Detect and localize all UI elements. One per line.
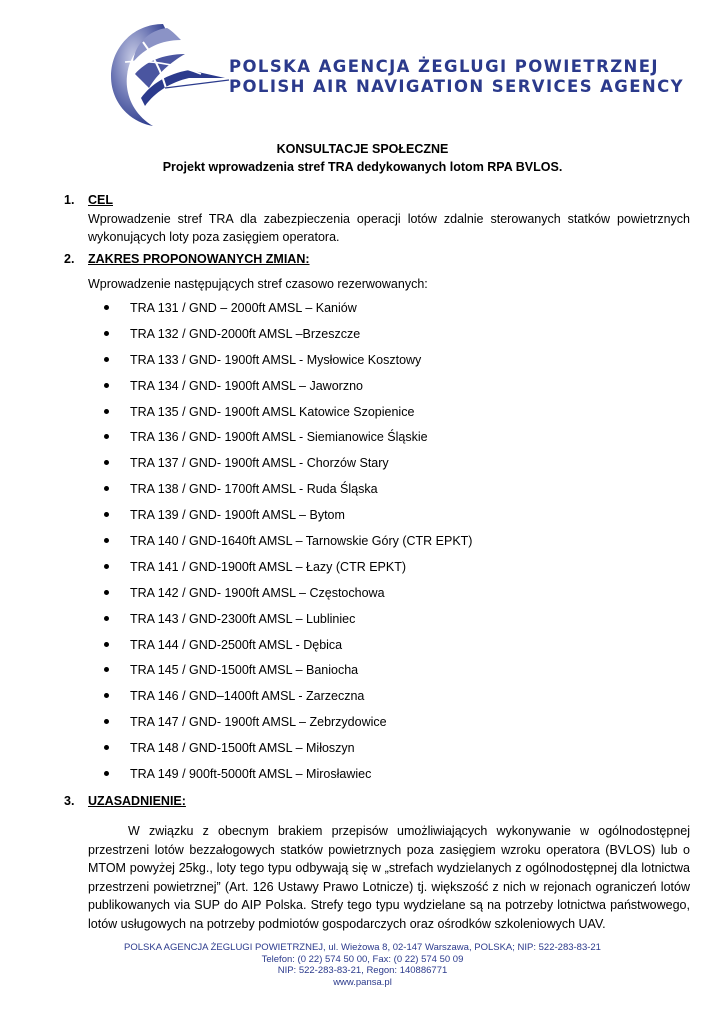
list-item <box>90 532 610 558</box>
section-heading: UZASADNIENIE: <box>88 794 186 808</box>
list-item-text: TRA 142 / GND- 1900ft AMSL – Częstochowa <box>130 585 385 600</box>
bullet-icon <box>104 383 109 388</box>
list-item-text: TRA 132 / GND-2000ft AMSL –Brzeszcze <box>130 326 361 341</box>
bullet-icon <box>104 305 109 310</box>
list-item <box>90 636 610 662</box>
list-item <box>90 687 610 713</box>
list-item <box>90 506 610 532</box>
bullet-icon <box>104 590 109 595</box>
bullet-icon <box>104 434 109 439</box>
list-item <box>90 351 610 377</box>
list-item <box>90 713 610 739</box>
list-item-text: TRA 141 / GND-1900ft AMSL – Łazy (CTR EPKT) <box>130 559 407 574</box>
list-item <box>90 661 610 687</box>
bullet-icon <box>104 719 109 724</box>
bullet-icon <box>104 745 109 750</box>
footer-address: POLSKA AGENCJA ŻEGLUGI POWIETRZNEJ, ul. Wieżowa 8, 02-147 Warszawa, POLSKA; NIP: 522-283-83-21 <box>124 942 601 953</box>
list-item-text: TRA 146 / GND–1400ft AMSL - Zarzeczna <box>130 689 365 704</box>
title-line-2: Projekt wprowadzenia stref TRA dedykowanych lotom RPA BVLOS. <box>162 160 563 174</box>
justification-paragraph: W związku z obecnym brakiem przepisów umożliwiających wykonywanie w ogólnodostępnej przestrzeni lotów bezzałogowych statków powietrznych poza zasięgiem wzroku operatora (BVLOS) lub o MTOM powyżej 25kg., loty tego typu odbywają się w „strefach wydzielanych z ogólnodostępnej dla lotnictwa przestrzeni powietrznej” (Art. 126 Ustawy Prawo Lotnicze) tj. większość z nich w rejonach ograniczeń lotów publikowanych via SUP do AIP Polska. Strefy tego typu wydzielane są na potrzeby lotnictwa państwowego, lotów usługowych na potrzeby podmiotów gospodarczych oraz ośrodków szkoleniowych UAV. <box>88 824 690 931</box>
list-item <box>90 299 610 325</box>
list-item <box>90 558 610 584</box>
list-item <box>90 739 610 765</box>
tra-zone-list <box>90 299 610 791</box>
list-item-text: TRA 133 / GND- 1900ft AMSL - Mysłowice Kosztowy <box>130 352 422 367</box>
list-item-text: TRA 144 / GND-2500ft AMSL - Dębica <box>130 637 343 652</box>
list-item-text: TRA 149 / 900ft-5000ft AMSL – Mirosławiec <box>130 767 372 782</box>
list-item-text: TRA 134 / GND- 1900ft AMSL – Jaworzno <box>130 378 363 393</box>
org-name-pl: POLSKA AGENCJA ŻEGLUGI POWIETRZNEJ <box>229 57 659 76</box>
section-cel <box>64 193 690 245</box>
page-footer <box>0 942 725 988</box>
list-item <box>90 325 610 351</box>
list-item-text: TRA 135 / GND- 1900ft AMSL Katowice Szopienice <box>130 404 415 419</box>
footer-website-link[interactable]: www.pansa.pl <box>333 976 392 988</box>
section-number: 2. <box>64 252 75 266</box>
list-item-text: TRA 138 / GND- 1700ft AMSL - Ruda Śląska <box>130 482 378 497</box>
list-item <box>90 584 610 610</box>
letterhead <box>105 18 684 133</box>
section-number: 1. <box>64 193 75 207</box>
footer-registration: NIP: 522-283-83-21, Regon: 140886771 <box>277 965 448 977</box>
list-item-text: TRA 143 / GND-2300ft AMSL – Lubliniec <box>130 611 356 626</box>
list-item <box>90 403 610 429</box>
section-heading: ZAKRES PROPONOWANYCH ZMIAN: <box>88 252 310 266</box>
bullet-icon <box>104 357 109 362</box>
list-item-text: TRA 131 / GND – 2000ft AMSL – Kaniów <box>130 301 357 315</box>
list-item-text: TRA 147 / GND- 1900ft AMSL – Zebrzydowice <box>130 715 387 730</box>
bullet-icon <box>104 667 109 672</box>
list-item-text: TRA 139 / GND- 1900ft AMSL – Bytom <box>130 508 345 523</box>
bullet-icon <box>104 486 109 491</box>
bullet-icon <box>104 616 109 621</box>
list-item-text: TRA 148 / GND-1500ft AMSL – Miłoszyn <box>130 741 355 756</box>
list-item <box>90 765 610 791</box>
title-line-1: KONSULTACJE SPOŁECZNE <box>276 142 449 156</box>
bullet-icon <box>104 460 109 465</box>
section-body: Wprowadzenie stref TRA dla zabezpieczenia operacji lotów zdalnie sterowanych statków powietrznych wykonujących loty poza zasięgiem operatora. <box>88 212 690 244</box>
bullet-icon <box>104 538 109 543</box>
list-item <box>90 428 610 454</box>
list-item-text: TRA 145 / GND-1500ft AMSL – Baniocha <box>130 663 359 678</box>
list-item <box>90 610 610 636</box>
bullet-icon <box>104 512 109 517</box>
section-uzasadnienie <box>64 794 690 814</box>
document-title <box>0 140 725 176</box>
bullet-icon <box>104 409 109 414</box>
bullet-icon <box>104 693 109 698</box>
list-item <box>90 480 610 506</box>
list-item-text: TRA 136 / GND- 1900ft AMSL - Siemianowice Śląskie <box>130 430 428 445</box>
pansa-logo-icon <box>105 18 235 130</box>
bullet-icon <box>104 642 109 647</box>
list-item <box>90 377 610 403</box>
list-item-text: TRA 140 / GND-1640ft AMSL – Tarnowskie Góry (CTR EPKT) <box>130 534 473 549</box>
list-item-text: TRA 137 / GND- 1900ft AMSL - Chorzów Stary <box>130 456 389 471</box>
bullet-icon <box>104 331 109 336</box>
org-name-en: POLISH AIR NAVIGATION SERVICES AGENCY <box>229 77 684 96</box>
section-number: 3. <box>64 794 75 808</box>
list-item <box>90 454 610 480</box>
section-intro: Wprowadzenie następujących stref czasowo rezerwowanych: <box>88 277 428 291</box>
bullet-icon <box>104 564 109 569</box>
bullet-icon <box>104 771 109 776</box>
section-heading: CEL <box>88 193 113 207</box>
section-zakres <box>64 252 690 292</box>
footer-phone: Telefon: (0 22) 574 50 00, Fax: (0 22) 574 50 09 <box>261 953 464 965</box>
